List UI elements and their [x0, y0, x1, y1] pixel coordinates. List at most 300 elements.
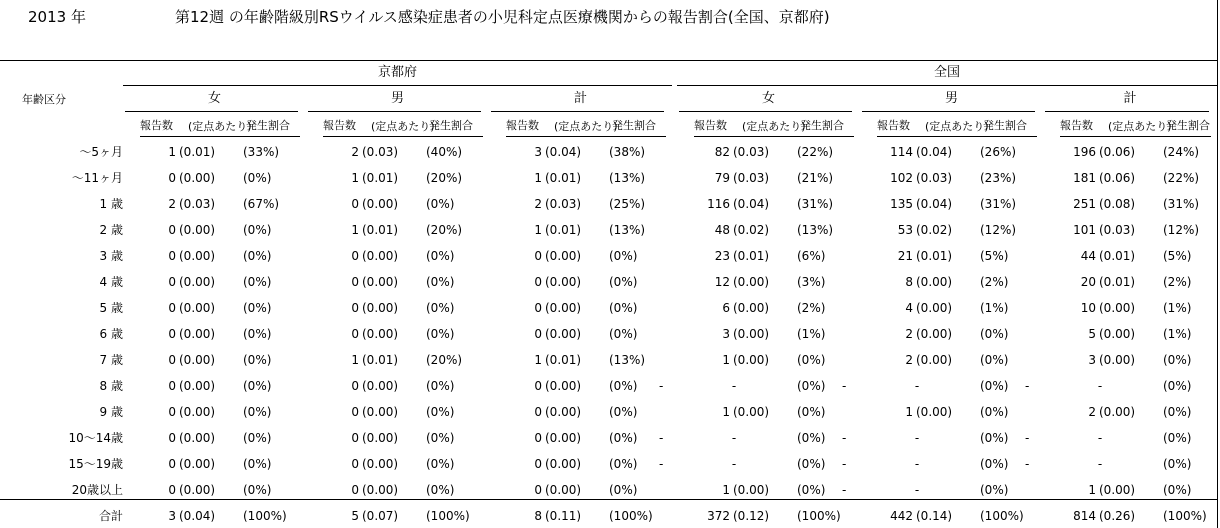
table-row-12-pct: (0%) — [797, 457, 826, 471]
table-row-1-pct: (0%) — [243, 171, 272, 185]
table-row-7-per: (0.00) — [179, 327, 216, 341]
region-label-national: 全国 — [933, 65, 960, 80]
sub-header-pct: 発生割合 — [800, 119, 844, 132]
table-row-3-per: (0.02) — [916, 223, 953, 237]
table-total-row-per: (0.14) — [916, 509, 953, 523]
table-row-12-count: 0 — [351, 457, 359, 471]
table-row-8-per: (0.00) — [179, 353, 216, 367]
table-row-1-pct: (23%) — [980, 171, 1017, 185]
table-row-8-label: 7 歳 — [99, 353, 123, 367]
table-row-6-per: (0.00) — [179, 301, 216, 315]
table-row-4-count: 0 — [351, 249, 359, 263]
table-row-13-pct: (0%) — [1163, 483, 1192, 497]
table-row-12-count: - — [1025, 457, 1030, 471]
table-row-2-count: 251 — [1073, 197, 1096, 211]
table-row-13-label: 20歳以上 — [71, 483, 123, 497]
sex-label-1: 男 — [390, 91, 404, 106]
table-total-row-pct: (100%) — [243, 509, 287, 523]
table-row-2-count: 116 — [707, 197, 730, 211]
table-total-row-label: 合計 — [98, 509, 123, 523]
table-row-3-pct: (12%) — [980, 223, 1017, 237]
table-row-5-per: (0.00) — [733, 275, 770, 289]
table-row-2-per: (0.03) — [179, 197, 216, 211]
table-row-10-count: 0 — [351, 405, 359, 419]
table-row-11-count: 0 — [534, 431, 542, 445]
table-row-11-per: - — [731, 431, 737, 445]
table-row-1-count: 1 — [351, 171, 359, 185]
table-row-2-count: 2 — [168, 197, 176, 211]
table-row-7-per: (0.00) — [1099, 327, 1136, 341]
table-row-10-per: (0.00) — [179, 405, 216, 419]
table-row-9-per: - — [731, 379, 737, 393]
table-row-2-per: (0.04) — [733, 197, 770, 211]
table-row-7-per: (0.00) — [362, 327, 399, 341]
table-row-11-pct: (0%) — [797, 431, 826, 445]
table-row-2-pct: (25%) — [609, 197, 646, 211]
table-total-row-count: 372 — [707, 509, 730, 523]
table-row-7-pct: (1%) — [1163, 327, 1192, 341]
table-row-5-per: (0.00) — [545, 275, 582, 289]
table-row-1-count: 181 — [1073, 171, 1096, 185]
table-row-4-per: (0.00) — [179, 249, 216, 263]
table-row-4-per: (0.00) — [545, 249, 582, 263]
table-row-7-pct: (0%) — [980, 327, 1009, 341]
sex-rule-5 — [1045, 111, 1209, 112]
table-row-6-pct: (0%) — [609, 301, 638, 315]
table-row-3-per: (0.02) — [733, 223, 770, 237]
table-row-9-per: (0.00) — [179, 379, 216, 393]
table-row-10-per: (0.00) — [916, 405, 953, 419]
sub-header-count: 報告数 — [1060, 119, 1093, 132]
sex-rule-2 — [491, 111, 664, 112]
table-total-row-per: (0.11) — [545, 509, 582, 523]
table-row-12-per: (0.00) — [362, 457, 399, 471]
table-row-5-count: 0 — [168, 275, 176, 289]
table-row-9-pct: (0%) — [609, 379, 638, 393]
table-row-7-pct: (0%) — [243, 327, 272, 341]
table-row-6-count: 0 — [534, 301, 542, 315]
region-rule-national — [677, 85, 1217, 86]
table-total-row-pct: (100%) — [1163, 509, 1207, 523]
table-row-13-per: - — [914, 483, 920, 497]
sub-rule-1 — [323, 136, 483, 137]
table-row-0-pct: (24%) — [1163, 145, 1200, 159]
table-row-8-per: (0.00) — [916, 353, 953, 367]
table-row-5-pct: (0%) — [426, 275, 455, 289]
table-row-12-pct: (0%) — [1163, 457, 1192, 471]
table-row-1-per: (0.01) — [545, 171, 582, 185]
table-row-10-per: (0.00) — [733, 405, 770, 419]
table-row-13-count: 0 — [534, 483, 542, 497]
table-row-6-pct: (2%) — [797, 301, 826, 315]
table-row-12-count: 0 — [168, 457, 176, 471]
table-row-11-count: - — [1025, 431, 1030, 445]
table-row-8-count: 1 — [351, 353, 359, 367]
table-row-10-pct: (0%) — [980, 405, 1009, 419]
table-row-6-count: 0 — [351, 301, 359, 315]
table-row-4-pct: (0%) — [426, 249, 455, 263]
sex-rule-1 — [308, 111, 481, 112]
table-row-0-per: (0.03) — [362, 145, 399, 159]
table-row-0-count: 196 — [1073, 145, 1096, 159]
table-total-row-per: (0.07) — [362, 509, 399, 523]
table-total-row-count: 8 — [534, 509, 542, 523]
table-row-9-pct: (0%) — [426, 379, 455, 393]
sub-rule-3 — [694, 136, 854, 137]
table-row-10-label: 9 歳 — [99, 405, 123, 419]
table-row-4-count: 44 — [1080, 249, 1096, 263]
table-row-7-per: (0.00) — [916, 327, 953, 341]
table-row-0-pct: (38%) — [609, 145, 646, 159]
table-row-7-count: 0 — [168, 327, 176, 341]
table-row-6-count: 10 — [1080, 301, 1096, 315]
table-row-12-pct: (0%) — [980, 457, 1009, 471]
table-row-6-pct: (1%) — [1163, 301, 1192, 315]
table-top-rule — [0, 60, 1217, 61]
table-row-2-count: 135 — [890, 197, 913, 211]
sex-label-2: 計 — [573, 91, 587, 106]
table-row-3-per: (0.00) — [179, 223, 216, 237]
sub-header-pct: 発生割合 — [1166, 119, 1210, 132]
table-row-10-count: 2 — [1088, 405, 1096, 419]
table-row-5-count: 0 — [534, 275, 542, 289]
sub-header-pct: 発生割合 — [429, 119, 473, 132]
table-row-13-pct: (0%) — [980, 483, 1009, 497]
sub-header-pct: 発生割合 — [983, 119, 1027, 132]
table-row-3-count: 1 — [534, 223, 542, 237]
table-row-12-pct: (0%) — [609, 457, 638, 471]
sub-header-pct: 発生割合 — [612, 119, 656, 132]
sex-label-5: 計 — [1123, 91, 1137, 106]
region-label-kyoto: 京都府 — [377, 65, 417, 80]
report-title: 第12週 の年齢階級別RSウイルス感染症患者の小児科定点医療機関からの報告割合(全国、京都府) — [175, 8, 830, 26]
table-row-4-pct: (0%) — [609, 249, 638, 263]
table-row-1-pct: (13%) — [609, 171, 646, 185]
table-total-row-count: 5 — [351, 509, 359, 523]
table-row-5-per: (0.01) — [1099, 275, 1136, 289]
sub-header-per: (定点あたり) — [925, 120, 989, 133]
table-row-11-per: - — [1097, 431, 1103, 445]
sub-header-per: (定点あたり) — [1108, 120, 1172, 133]
table-row-5-pct: (2%) — [1163, 275, 1192, 289]
table-total-row-per: (0.04) — [179, 509, 216, 523]
table-row-2-pct: (31%) — [797, 197, 834, 211]
table-row-8-per: (0.01) — [362, 353, 399, 367]
table-row-13-per: (0.00) — [733, 483, 770, 497]
table-row-11-pct: (0%) — [1163, 431, 1192, 445]
table-row-3-count: 1 — [351, 223, 359, 237]
table-row-11-pct: (0%) — [609, 431, 638, 445]
table-row-11-count: - — [842, 431, 847, 445]
table-row-7-count: 2 — [905, 327, 913, 341]
table-total-row-pct: (100%) — [426, 509, 470, 523]
table-row-10-pct: (0%) — [609, 405, 638, 419]
table-row-12-count: - — [842, 457, 847, 471]
sub-rule-4 — [877, 136, 1037, 137]
table-row-9-count: - — [659, 379, 664, 393]
table-row-5-per: (0.00) — [916, 275, 953, 289]
right-border — [1217, 0, 1218, 528]
table-row-5-pct: (0%) — [243, 275, 272, 289]
table-row-13-per: (0.00) — [545, 483, 582, 497]
table-row-9-pct: (0%) — [1163, 379, 1192, 393]
sub-header-per: (定点あたり) — [742, 120, 806, 133]
sub-header-per: (定点あたり) — [371, 120, 435, 133]
table-row-1-per: (0.00) — [179, 171, 216, 185]
table-row-11-per: (0.00) — [179, 431, 216, 445]
table-row-10-per: (0.00) — [545, 405, 582, 419]
table-row-9-count: 0 — [168, 379, 176, 393]
table-row-1-per: (0.03) — [733, 171, 770, 185]
table-row-13-per: (0.00) — [1099, 483, 1136, 497]
table-row-12-per: - — [1097, 457, 1103, 471]
table-row-8-pct: (0%) — [1163, 353, 1192, 367]
table-row-6-count: 4 — [905, 301, 913, 315]
table-row-13-per: (0.00) — [179, 483, 216, 497]
table-row-1-per: (0.01) — [362, 171, 399, 185]
table-row-8-per: (0.00) — [1099, 353, 1136, 367]
table-row-3-count: 53 — [897, 223, 913, 237]
table-row-9-pct: (0%) — [797, 379, 826, 393]
table-row-4-per: (0.00) — [362, 249, 399, 263]
table-row-8-count: 2 — [905, 353, 913, 367]
table-total-row-count: 3 — [168, 509, 176, 523]
table-row-9-count: 0 — [534, 379, 542, 393]
report-year: 2013 年 — [28, 8, 86, 26]
table-total-row-pct: (100%) — [609, 509, 653, 523]
table-row-0-per: (0.04) — [916, 145, 953, 159]
sex-rule-4 — [862, 111, 1035, 112]
table-row-13-count: 0 — [351, 483, 359, 497]
table-row-11-pct: (0%) — [243, 431, 272, 445]
table-row-9-count: - — [842, 379, 847, 393]
age-group-header: 年齢区分 — [22, 93, 66, 106]
table-row-1-pct: (22%) — [1163, 171, 1200, 185]
table-row-4-per: (0.01) — [916, 249, 953, 263]
table-row-4-count: 0 — [168, 249, 176, 263]
table-row-1-per: (0.03) — [916, 171, 953, 185]
table-row-12-label: 15〜19歳 — [68, 457, 123, 471]
table-row-10-per: (0.00) — [362, 405, 399, 419]
table-row-11-per: (0.00) — [545, 431, 582, 445]
sub-header-count: 報告数 — [506, 119, 539, 132]
table-row-10-count: 1 — [722, 405, 730, 419]
table-row-3-pct: (12%) — [1163, 223, 1200, 237]
table-row-5-count: 0 — [351, 275, 359, 289]
table-row-2-count: 2 — [534, 197, 542, 211]
table-row-12-per: (0.00) — [179, 457, 216, 471]
table-row-6-count: 6 — [722, 301, 730, 315]
sub-header-pct: 発生割合 — [246, 119, 290, 132]
table-row-3-per: (0.03) — [1099, 223, 1136, 237]
table-row-4-per: (0.01) — [733, 249, 770, 263]
table-row-8-count: 1 — [534, 353, 542, 367]
table-row-7-pct: (1%) — [797, 327, 826, 341]
table-row-12-pct: (0%) — [426, 457, 455, 471]
table-row-6-per: (0.00) — [1099, 301, 1136, 315]
table-row-10-count: 0 — [534, 405, 542, 419]
sub-header-count: 報告数 — [694, 119, 727, 132]
table-row-1-pct: (20%) — [426, 171, 463, 185]
table-total-row-pct: (100%) — [797, 509, 841, 523]
table-row-4-pct: (5%) — [980, 249, 1009, 263]
table-row-3-per: (0.01) — [362, 223, 399, 237]
table-row-11-count: - — [659, 431, 664, 445]
table-row-10-count: 0 — [168, 405, 176, 419]
table-row-11-count: 0 — [351, 431, 359, 445]
table-row-4-count: 0 — [534, 249, 542, 263]
table-row-0-per: (0.04) — [545, 145, 582, 159]
table-row-12-per: - — [914, 457, 920, 471]
table-row-0-count: 114 — [890, 145, 913, 159]
table-row-5-per: (0.00) — [179, 275, 216, 289]
table-row-2-count: 0 — [351, 197, 359, 211]
table-row-0-pct: (22%) — [797, 145, 834, 159]
table-row-0-per: (0.01) — [179, 145, 216, 159]
table-row-9-per: - — [1097, 379, 1103, 393]
table-row-3-label: 2 歳 — [99, 223, 123, 237]
table-row-10-pct: (0%) — [1163, 405, 1192, 419]
table-row-4-pct: (0%) — [243, 249, 272, 263]
table-row-6-pct: (1%) — [980, 301, 1009, 315]
table-row-6-pct: (0%) — [243, 301, 272, 315]
table-row-13-count: - — [842, 483, 847, 497]
table-row-4-count: 23 — [714, 249, 730, 263]
table-row-10-pct: (0%) — [426, 405, 455, 419]
table-row-6-count: 0 — [168, 301, 176, 315]
table-row-13-count: 1 — [722, 483, 730, 497]
table-row-13-pct: (0%) — [609, 483, 638, 497]
sex-rule-3 — [679, 111, 852, 112]
table-row-9-pct: (0%) — [980, 379, 1009, 393]
table-row-13-pct: (0%) — [797, 483, 826, 497]
table-row-1-count: 102 — [890, 171, 913, 185]
table-row-3-count: 101 — [1073, 223, 1096, 237]
table-row-7-count: 5 — [1088, 327, 1096, 341]
table-row-10-pct: (0%) — [797, 405, 826, 419]
table-row-2-per: (0.03) — [545, 197, 582, 211]
table-total-row-count: 814 — [1073, 509, 1096, 523]
title-bar — [0, 6, 1220, 28]
table-row-7-count: 0 — [534, 327, 542, 341]
sub-rule-2 — [506, 136, 666, 137]
sub-rule-0 — [140, 136, 300, 137]
table-row-12-count: 0 — [534, 457, 542, 471]
table-row-10-per: (0.00) — [1099, 405, 1136, 419]
table-row-5-pct: (2%) — [980, 275, 1009, 289]
table-row-6-per: (0.00) — [733, 301, 770, 315]
table-row-8-count: 3 — [1088, 353, 1096, 367]
table-row-8-count: 0 — [168, 353, 176, 367]
table-row-11-label: 10〜14歳 — [68, 431, 123, 445]
table-row-4-label: 3 歳 — [99, 249, 123, 263]
table-row-3-count: 0 — [168, 223, 176, 237]
table-row-5-per: (0.00) — [362, 275, 399, 289]
table-row-0-count: 82 — [714, 145, 730, 159]
table-row-1-label: 〜11ヶ月 — [71, 171, 123, 185]
table-row-3-pct: (0%) — [243, 223, 272, 237]
table-row-13-pct: (0%) — [426, 483, 455, 497]
table-row-5-label: 4 歳 — [99, 275, 123, 289]
table-row-9-label: 8 歳 — [99, 379, 123, 393]
table-row-2-per: (0.00) — [362, 197, 399, 211]
table-row-4-per: (0.01) — [1099, 249, 1136, 263]
table-row-6-label: 5 歳 — [99, 301, 123, 315]
table-row-7-per: (0.00) — [545, 327, 582, 341]
table-row-9-per: (0.00) — [545, 379, 582, 393]
table-row-2-per: (0.04) — [916, 197, 953, 211]
table-row-3-pct: (13%) — [797, 223, 834, 237]
table-row-11-pct: (0%) — [980, 431, 1009, 445]
table-row-12-per: - — [731, 457, 737, 471]
table-row-8-per: (0.00) — [733, 353, 770, 367]
table-row-2-per: (0.08) — [1099, 197, 1136, 211]
table-total-row-pct: (100%) — [980, 509, 1024, 523]
total-separator-rule — [0, 499, 1217, 500]
table-row-6-per: (0.00) — [362, 301, 399, 315]
sub-header-count: 報告数 — [323, 119, 356, 132]
table-row-1-per: (0.06) — [1099, 171, 1136, 185]
table-row-4-pct: (5%) — [1163, 249, 1192, 263]
table-row-0-count: 2 — [351, 145, 359, 159]
sub-header-per: (定点あたり) — [554, 120, 618, 133]
table-row-9-count: 0 — [351, 379, 359, 393]
table-row-9-pct: (0%) — [243, 379, 272, 393]
table-row-0-per: (0.03) — [733, 145, 770, 159]
table-row-3-per: (0.01) — [545, 223, 582, 237]
table-row-3-pct: (20%) — [426, 223, 463, 237]
table-row-12-pct: (0%) — [243, 457, 272, 471]
table-row-8-pct: (20%) — [426, 353, 463, 367]
sub-header-per: (定点あたり) — [188, 120, 252, 133]
table-row-5-pct: (3%) — [797, 275, 826, 289]
table-row-1-count: 1 — [534, 171, 542, 185]
table-row-5-count: 20 — [1080, 275, 1096, 289]
table-row-7-pct: (0%) — [426, 327, 455, 341]
table-row-8-pct: (13%) — [609, 353, 646, 367]
table-row-0-count: 3 — [534, 145, 542, 159]
table-row-11-per: - — [914, 431, 920, 445]
sub-rule-5 — [1060, 136, 1211, 137]
table-row-5-count: 8 — [905, 275, 913, 289]
table-row-1-count: 0 — [168, 171, 176, 185]
table-row-2-pct: (67%) — [243, 197, 280, 211]
table-row-11-per: (0.00) — [362, 431, 399, 445]
table-row-2-label: 1 歳 — [99, 197, 123, 211]
table-row-11-pct: (0%) — [426, 431, 455, 445]
table-row-7-per: (0.00) — [733, 327, 770, 341]
table-row-7-pct: (0%) — [609, 327, 638, 341]
table-row-4-pct: (6%) — [797, 249, 826, 263]
table-row-13-count: 1 — [1088, 483, 1096, 497]
table-row-9-per: (0.00) — [362, 379, 399, 393]
table-row-0-count: 1 — [168, 145, 176, 159]
table-row-0-pct: (40%) — [426, 145, 463, 159]
table-row-10-pct: (0%) — [243, 405, 272, 419]
table-row-13-pct: (0%) — [243, 483, 272, 497]
table-row-13-count: 0 — [168, 483, 176, 497]
table-row-6-per: (0.00) — [916, 301, 953, 315]
sex-rule-0 — [125, 111, 298, 112]
table-row-8-pct: (0%) — [797, 353, 826, 367]
table-row-12-per: (0.00) — [545, 457, 582, 471]
sex-label-0: 女 — [207, 91, 221, 106]
table-row-0-label: 〜5ヶ月 — [79, 145, 123, 159]
table-row-13-per: (0.00) — [362, 483, 399, 497]
table-row-2-pct: (31%) — [980, 197, 1017, 211]
table-row-2-pct: (0%) — [426, 197, 455, 211]
sub-header-count: 報告数 — [877, 119, 910, 132]
